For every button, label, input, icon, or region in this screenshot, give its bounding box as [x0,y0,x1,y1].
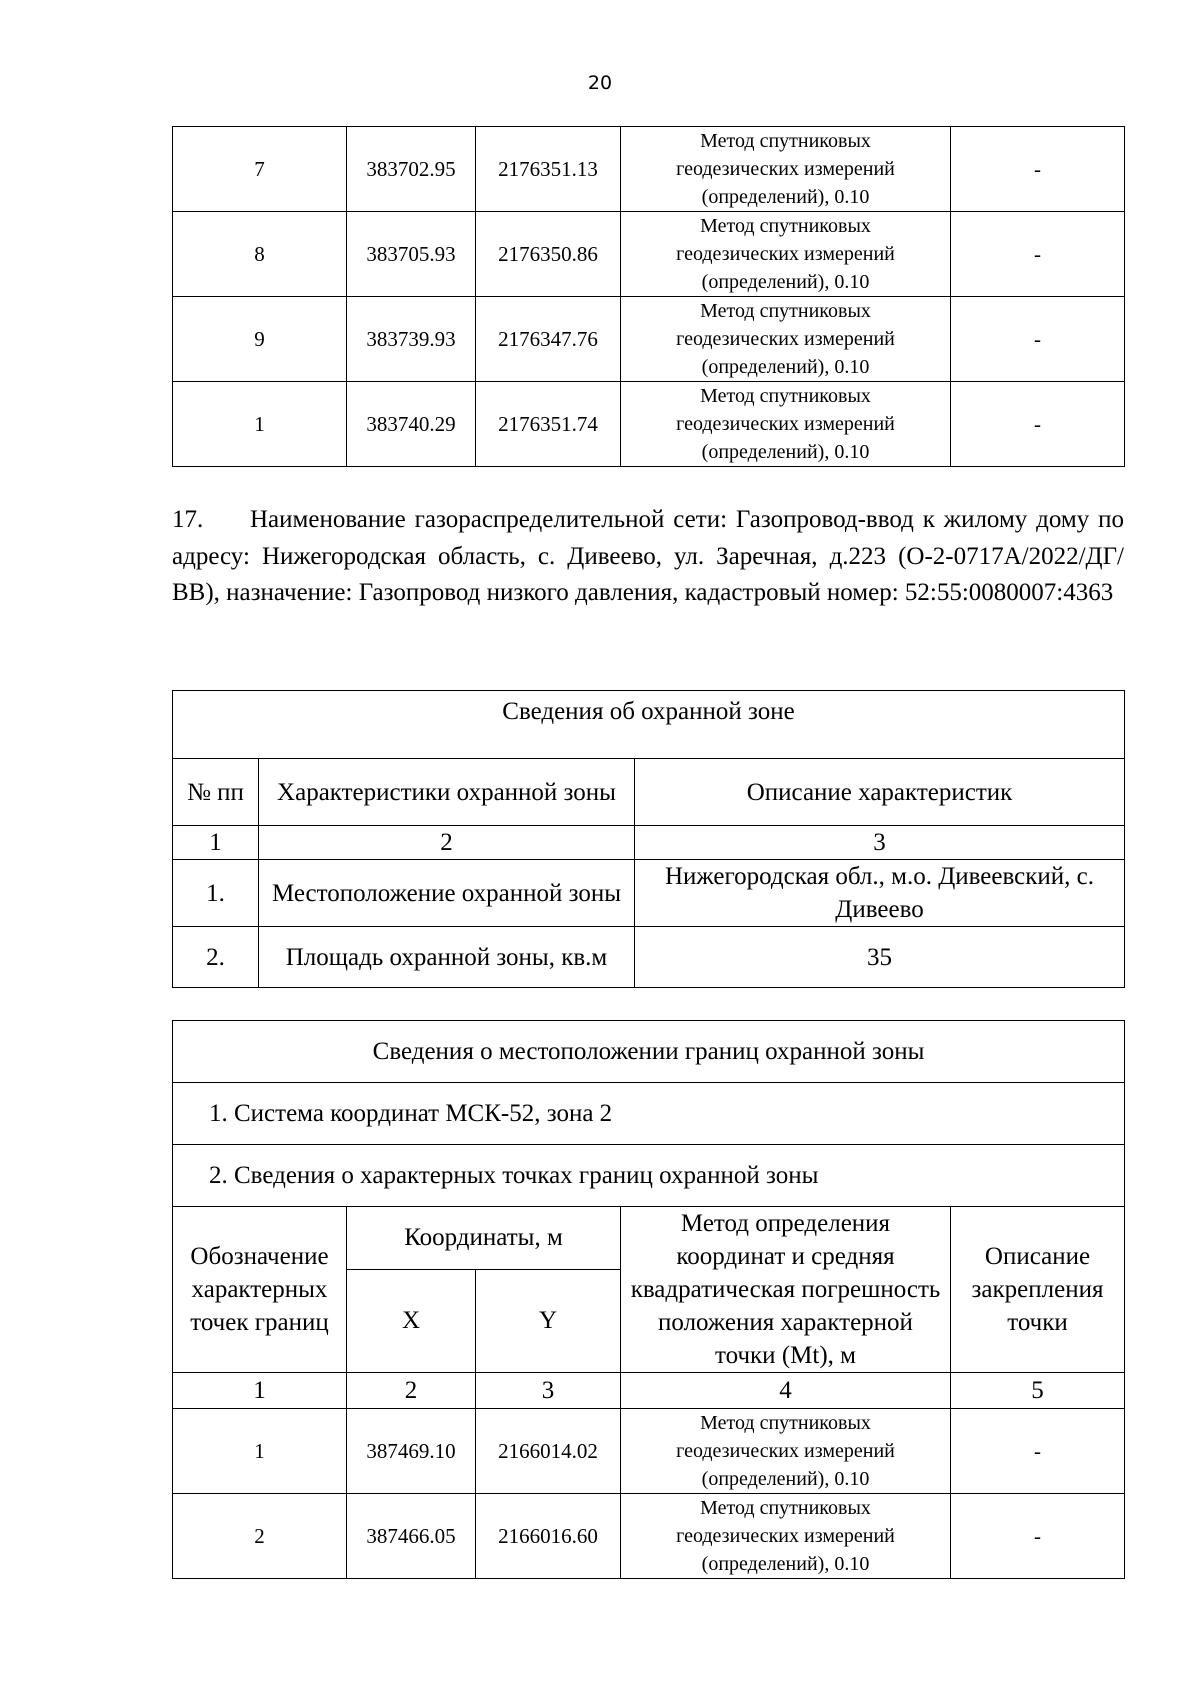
point-cell: 1 [173,1409,347,1494]
table-row [173,1409,1125,1494]
header-method: Метод определения координат и средняя квадратическая погрешность положения характерной точки (Mt), м [621,1207,951,1373]
description-cell: - [951,127,1125,212]
row-num: 2. [173,927,259,988]
header-designation: Обозначение характерных точек границ [173,1207,347,1373]
zone-boundaries-table [172,1020,1125,1579]
point-cell: 9 [173,297,347,382]
y-cell: 2166014.02 [476,1409,621,1494]
description-cell: - [951,297,1125,382]
method-cell: Метод спутниковых геодезических измерений (определений), 0.10 [621,382,951,467]
method-cell: Метод спутниковых геодезических измерений (определений), 0.10 [621,1409,951,1494]
x-cell: 383705.93 [347,212,476,297]
network-description-paragraph [172,502,1124,612]
x-cell: 383702.95 [347,127,476,212]
header-fixing: Описание закрепления точки [951,1207,1125,1373]
header-description: Описание характеристик [635,759,1125,826]
header-coordinates: Координаты, м [347,1207,621,1270]
point-cell: 2 [173,1494,347,1579]
x-cell: 387469.10 [347,1409,476,1494]
index-cell: 4 [621,1373,951,1409]
index-cell: 3 [476,1373,621,1409]
method-cell: Метод спутниковых геодезических измерений (определений), 0.10 [621,212,951,297]
row-characteristic: Местоположение охранной зоны [259,860,635,927]
page-number: 20 [587,72,613,94]
row-num: 1. [173,860,259,927]
row-characteristic: Площадь охранной зоны, кв.м [259,927,635,988]
zone-table-title: Сведения об охранной зоне [173,691,1125,759]
coordinates-table-continued [172,126,1125,467]
method-cell: Метод спутниковых геодезических измерений (определений), 0.10 [621,127,951,212]
description-cell: - [951,382,1125,467]
y-cell: 2176347.76 [476,297,621,382]
point-cell: 1 [173,382,347,467]
index-cell: 5 [951,1373,1125,1409]
y-cell: 2166016.60 [476,1494,621,1579]
description-cell: - [951,212,1125,297]
x-cell: 387466.05 [347,1494,476,1579]
header-y: Y [476,1269,621,1372]
paragraph-text: Наименование газораспределительной сети: Газопровод-ввод к жилому дому по адресу: Нижегородская область, с. Дивеево, ул. Заречная, д.223 (О-2-0717А/2022/ДГ/ВВ), назначение: Газопровод низкого давления, кадастровый номер: 52:55:0080007:4363 [172,506,1124,606]
paragraph-number: 17. [172,506,204,533]
method-cell: Метод спутниковых геодезических измерений (определений), 0.10 [621,1494,951,1579]
table-row [173,382,1125,467]
y-cell: 2176351.74 [476,382,621,467]
y-cell: 2176350.86 [476,212,621,297]
header-num: № пп [173,759,259,826]
coordinate-system: 1. Система координат МСК-52, зона 2 [173,1083,1125,1145]
index-cell: 1 [173,826,259,860]
table-row [173,1494,1125,1579]
index-cell: 2 [259,826,635,860]
description-cell: - [951,1494,1125,1579]
table-row [173,127,1125,212]
point-cell: 8 [173,212,347,297]
x-cell: 383740.29 [347,382,476,467]
row-description: Нижегородская обл., м.о. Дивеевский, с. Дивеево [635,860,1125,927]
x-cell: 383739.93 [347,297,476,382]
bounds-table-title: Сведения о местоположении границ охранной зоны [173,1021,1125,1083]
index-cell: 2 [347,1373,476,1409]
y-cell: 2176351.13 [476,127,621,212]
table-row [173,212,1125,297]
header-x: X [347,1269,476,1372]
point-cell: 7 [173,127,347,212]
table-row [173,297,1125,382]
table-row [173,927,1125,988]
index-cell: 1 [173,1373,347,1409]
protection-zone-table [172,690,1125,988]
description-cell: - [951,1409,1125,1494]
table-row [173,860,1125,927]
header-characteristic: Характеристики охранной зоны [259,759,635,826]
index-cell: 3 [635,826,1125,860]
row-description: 35 [635,927,1125,988]
points-heading: 2. Сведения о характерных точках границ охранной зоны [173,1145,1125,1207]
method-cell: Метод спутниковых геодезических измерений (определений), 0.10 [621,297,951,382]
